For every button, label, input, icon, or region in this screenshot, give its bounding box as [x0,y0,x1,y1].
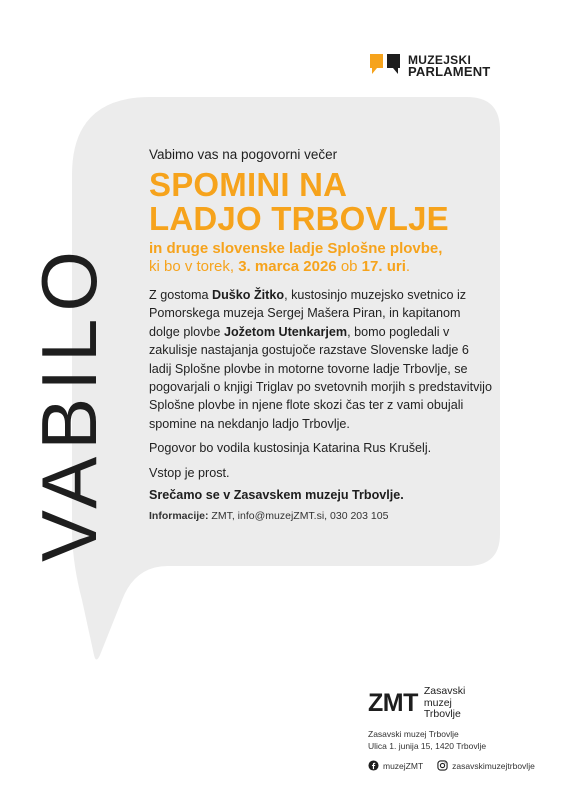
datetime-mid: ob [340,258,358,275]
invitation-content [149,147,494,522]
event-title-line-2: LADJO TRBOVLJE [149,200,449,237]
datetime-prefix: ki bo v torek, [149,258,235,275]
moderator-paragraph: Pogovor bo vodila kustosinja Katarina Rus Krušelj. [149,441,432,456]
speech-bubbles-icon [368,52,404,80]
facebook-icon [368,760,379,771]
vertical-title: VABILO [25,243,113,562]
event-datetime [149,258,494,276]
desc-part-b: , kustosinjo muzejsko svetnico iz Pomorskega muzeja Sergej Mašera Piran, in kapitanom dolge plovbe [149,288,467,339]
info-line [149,510,494,522]
instagram-link[interactable] [437,760,535,771]
guest-1: Duško Žitko [212,288,285,302]
guest-2: Jožetom Utenkarjem [223,324,348,339]
facebook-handle: muzejZMT [383,760,424,771]
museum-address [368,728,486,752]
entry-paragraph: Vstop je prost. [149,465,230,480]
event-date: 3. marca 2026 [238,258,337,275]
facebook-link[interactable] [368,760,423,771]
logo-line-2: PARLAMENT [408,64,491,79]
address-line-2: Ulica 1. junija 15, 1420 Trbovlje [368,741,487,751]
desc-part-a: Z gostoma [149,288,212,302]
info-label: Informacije: [149,510,209,523]
info-text[interactable]: ZMT, info@muzejZMT.si, 030 203 105 [208,510,389,523]
instagram-icon [437,760,448,771]
desc-part-c: , bomo pogledali v zakulisje nastajanja gostujoče razstave Slovenske ladje 6 ladij Splošne plovbe in motorne tovorne ladje Trbovlje, se pogovarjali o knjigi Triglav po svetovnih morjih s predstavitvijo Splošne plovbe in njene flote skozi čas ter z vami obujali spomine na nekdanjo ladjo Trbovlje. [149,324,492,431]
museum-name-line-1: Zasavski [423,685,466,697]
invitation-lead: Vabimo vas na pogovorni večer [149,147,338,162]
logo-line-1: MUZEJSKI [408,53,472,67]
zmt-logo [368,686,465,721]
zmt-mark: ZMT [368,688,418,717]
instagram-handle: zasavskimuzejtrbovlje [452,760,535,771]
datetime-suffix: . [405,258,411,275]
description-paragraph [149,286,494,433]
museum-name-line-2: muzej [423,696,452,709]
address-line-1: Zasavski muzej Trbovlje [368,729,459,739]
event-time: 17. uri [361,258,406,275]
event-title-line-1: SPOMINI NA [149,166,348,203]
museum-name-line-3: Trbovlje [423,708,461,720]
meeting-place: Srečamo se v Zasavskem muzeju Trbovlje. [149,488,404,503]
event-title [149,168,494,236]
event-subtitle: in druge slovenske ladje Splošne plovbe, [149,240,443,257]
muzejski-parlament-logo [368,52,490,80]
social-links [368,760,549,771]
